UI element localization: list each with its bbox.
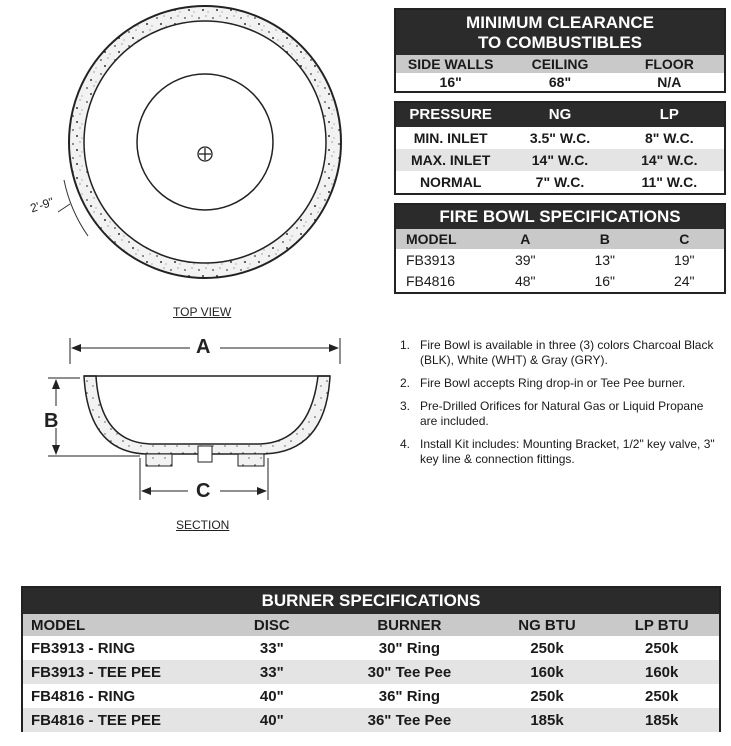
burner-title: BURNER SPECIFICATIONS <box>23 588 719 614</box>
pressure-row <box>396 127 724 149</box>
bowl-section <box>84 376 330 454</box>
dim-c: 19" <box>673 251 695 268</box>
pressure-ng: 14" W.C. <box>531 152 589 168</box>
dim-a: 39" <box>514 251 536 268</box>
notes-list <box>400 338 720 475</box>
note-text: Fire Bowl is available in three (3) colors Charcoal Black (BLK), White (WHT) & Gray (GRY). <box>420 338 714 367</box>
pressure-header-row <box>396 103 724 127</box>
lp-btu: 160k <box>644 663 679 681</box>
model: FB3913 - TEE PEE <box>31 663 162 681</box>
burner-row <box>23 684 719 708</box>
burner-row <box>23 636 719 660</box>
pressure-lp: 8" W.C. <box>644 130 694 146</box>
clearance-title-line1: MINIMUM CLEARANCE <box>466 13 654 32</box>
header-a: A <box>520 231 531 247</box>
header-side-walls: SIDE WALLS <box>407 56 494 72</box>
pressure-label: MAX. INLET <box>410 152 491 168</box>
burner-row <box>23 660 719 684</box>
burner-header-row <box>23 614 719 636</box>
pressure-lp: 11" W.C. <box>641 174 698 190</box>
top-view-drawing <box>0 0 380 300</box>
disc: 33" <box>259 663 284 681</box>
model: FB4816 - TEE PEE <box>31 711 162 729</box>
disc: 33" <box>259 639 284 657</box>
model: FB3913 - RING <box>31 639 136 657</box>
pressure-label: MIN. INLET <box>413 130 488 146</box>
note-number: 4. <box>400 437 411 451</box>
diameter-label: 2'-9" <box>28 194 56 216</box>
dim-a: 48" <box>514 272 536 289</box>
note-text: Install Kit includes: Mounting Bracket, 1/2" key valve, 3" key line & connection fittings. <box>420 437 715 466</box>
burner-disc <box>137 74 273 210</box>
header-ng: NG <box>548 106 572 123</box>
section-caption: SECTION <box>176 518 230 532</box>
lp-btu: 250k <box>644 687 679 705</box>
bowl-foot <box>146 454 172 466</box>
dim-b: 13" <box>594 251 616 268</box>
fire-bowl-table <box>394 203 726 294</box>
value-ceiling: 68" <box>548 74 572 90</box>
header-c: C <box>679 231 690 247</box>
fire-bowl-row <box>396 249 724 270</box>
clearance-title <box>396 10 724 55</box>
burner-type: 30" Ring <box>378 639 441 657</box>
note-text: Fire Bowl accepts Ring drop-in or Tee Pee burner. <box>420 376 686 390</box>
ng-btu: 250k <box>530 687 564 705</box>
pressure-ng: 3.5" W.C. <box>529 130 591 146</box>
fire-bowl-header-row <box>396 229 724 249</box>
lp-btu: 185k <box>644 711 679 729</box>
gas-pipe <box>198 446 212 462</box>
burner-type: 36" Ring <box>378 687 441 705</box>
value-floor: N/A <box>657 74 682 90</box>
ng-btu: 250k <box>530 639 564 657</box>
header-model: MODEL <box>31 616 86 634</box>
header-model: MODEL <box>406 231 457 247</box>
pressure-lp: 14" W.C. <box>641 152 698 168</box>
burner-type: 30" Tee Pee <box>367 663 452 681</box>
burner-row <box>23 708 719 732</box>
dimension-a-label: A <box>196 336 211 358</box>
ng-btu: 160k <box>530 663 564 681</box>
clearance-table <box>394 8 726 93</box>
note-item <box>400 437 720 467</box>
dimension-b-label: B <box>44 410 59 432</box>
header-ceiling: CEILING <box>531 56 589 72</box>
header-b: B <box>599 231 610 247</box>
note-number: 3. <box>400 399 411 413</box>
fire-bowl-title: FIRE BOWL SPECIFICATIONS <box>396 205 724 229</box>
fire-bowl-row <box>396 270 724 291</box>
header-burner: BURNER <box>377 616 442 634</box>
dim-b: 16" <box>594 272 616 289</box>
note-item <box>400 399 720 429</box>
pressure-row <box>396 149 724 171</box>
note-item <box>400 376 720 391</box>
note-number: 1. <box>400 338 411 352</box>
clearance-value-row <box>396 73 724 91</box>
burner-table <box>21 586 721 732</box>
dim-c: 24" <box>673 272 695 289</box>
ng-btu: 185k <box>530 711 564 729</box>
value-side-walls: 16" <box>439 74 462 90</box>
bowl-foot <box>238 454 264 466</box>
dimension-c-label: C <box>196 480 211 502</box>
note-text: Pre-Drilled Orifices for Natural Gas or Liquid Propane are included. <box>420 399 704 428</box>
top-view-caption: TOP VIEW <box>173 305 232 319</box>
header-ng-btu: NG BTU <box>518 616 576 634</box>
header-pressure: PRESSURE <box>409 106 492 123</box>
model: FB4816 <box>406 272 456 289</box>
clearance-header-row <box>396 55 724 73</box>
pressure-label: NORMAL <box>419 174 482 190</box>
model: FB3913 <box>406 251 456 268</box>
burner-type: 36" Tee Pee <box>367 711 452 729</box>
pressure-table <box>394 101 726 195</box>
header-floor: FLOOR <box>644 56 694 72</box>
pressure-ng: 7" W.C. <box>535 174 585 190</box>
pressure-row <box>396 171 724 193</box>
disc: 40" <box>259 711 284 729</box>
header-lp: LP <box>659 106 679 123</box>
note-number: 2. <box>400 376 411 390</box>
lp-btu: 250k <box>644 639 679 657</box>
note-item <box>400 338 720 368</box>
disc: 40" <box>259 687 284 705</box>
clearance-title-line2: TO COMBUSTIBLES <box>477 33 643 52</box>
model: FB4816 - RING <box>31 687 136 705</box>
header-lp-btu: LP BTU <box>634 616 689 634</box>
header-disc: DISC <box>253 616 290 634</box>
